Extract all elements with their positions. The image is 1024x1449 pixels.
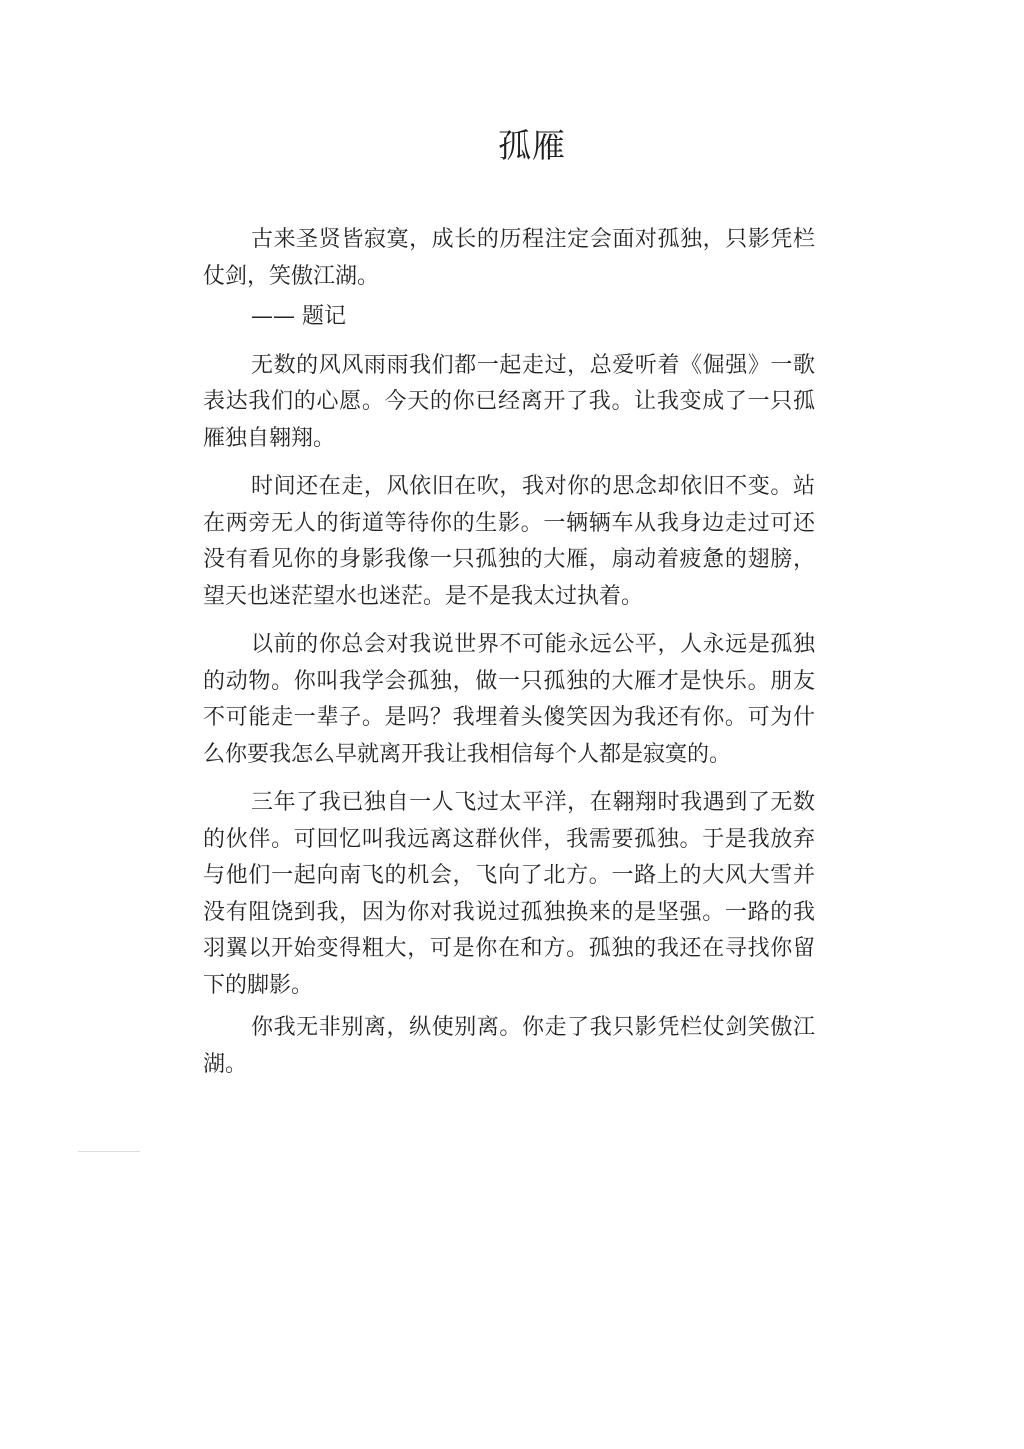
- essay-body: [203, 222, 815, 1083]
- body-paragraph-5: 你我无非别离，纵使别离。你走了我只影凭栏仗剑笑傲江湖。: [203, 1015, 815, 1077]
- body-paragraph-3: 以前的你总会对我说世界不可能永远公平，人永远是孤独的动物。你叫我学会孤独，做一只孤独的大雁才是快乐。朋友不可能走一辈子。是吗？我埋着头傻笑因为我还有你。可为什么你要我怎么早就离开我让我相信每个人都是寂寞的。: [203, 632, 815, 767]
- epigraph-paragraph: 古来圣贤皆寂寞，成长的历程注定会面对孤独，只影凭栏仗剑，笑傲江湖。: [203, 227, 815, 289]
- body-paragraph-4: 三年了我已独自一人飞过太平洋，在翱翔时我遇到了无数的伙伴。可回忆叫我远离这群伙伴，我需要孤独。于是我放弃与他们一起向南飞的机会，飞向了北方。一路上的大风大雪并没有阻饶到我，因为你对我说过孤独换来的是坚强。一路的我羽翼以开始变得粗大，可是你在和方。孤独的我还在寻找你留下的脚影。: [203, 790, 815, 998]
- body-paragraph-1: 无数的风风雨雨我们都一起走过，总爱听着《倔强》一歌表达我们的心愿。今天的你已经离开了我。让我变成了一只孤雁独自翱翔。: [203, 352, 815, 451]
- scan-artifact-line: [78, 1151, 140, 1152]
- epigraph-attribution: —— 题记: [251, 304, 346, 329]
- page-title: 孤雁: [498, 126, 566, 165]
- body-paragraph-2: 时间还在走，风依旧在吹，我对你的思念却依旧不变。站在两旁无人的街道等待你的生影。一辆辆车从我身边走过可还没有看见你的身影我像一只孤独的大雁，扇动着疲惫的翅膀，望天也迷茫望水也迷茫。是不是我太过执着。: [203, 474, 815, 609]
